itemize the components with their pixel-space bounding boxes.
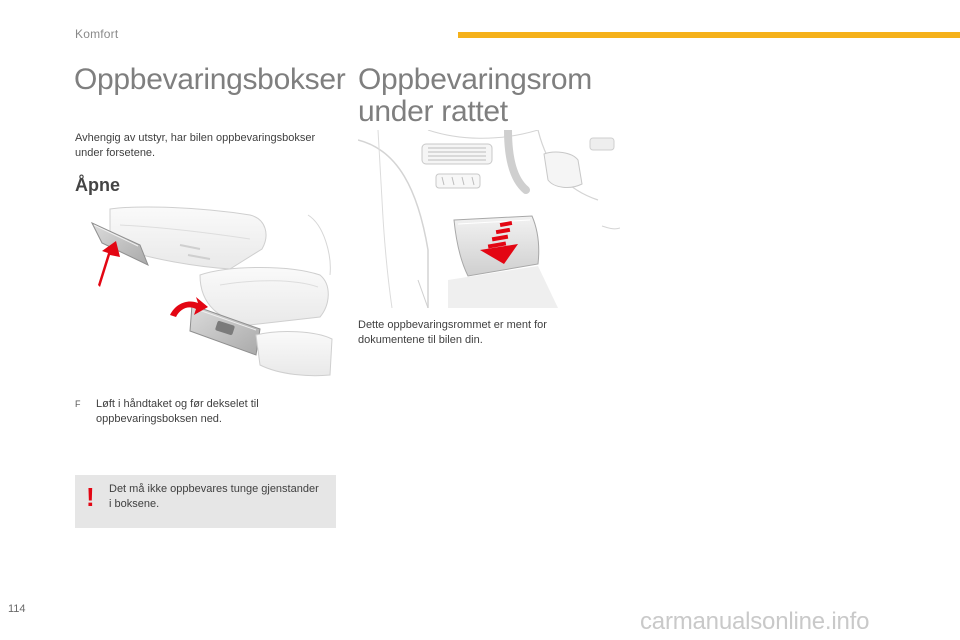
title-line-2: under rattet <box>358 95 508 128</box>
seat-storage-drawer-illustration <box>80 205 336 383</box>
header-accent-bar <box>458 32 960 38</box>
page-title-glovebox <box>358 64 658 128</box>
watermark: carmanualsonline.info <box>640 608 870 635</box>
warning-text: Det må ikke oppbevares tunge gjenstander i boksene. <box>109 483 319 510</box>
instruction-step <box>75 397 335 427</box>
step-text: Løft i håndtaket og før dekselet til oppbevaringsboksen ned. <box>96 398 259 425</box>
warning-box <box>75 475 336 528</box>
step-bullet: F <box>75 399 81 409</box>
exclamation-icon: ! <box>86 482 95 512</box>
glovebox-description: Dette oppbevaringsrommet er ment for dokumentene til bilen din. <box>358 319 547 346</box>
page-title-storage-boxes: Oppbevaringsbokser <box>74 63 346 96</box>
section-label: Komfort <box>75 27 119 41</box>
subheading-open: Åpne <box>75 175 120 195</box>
intro-text: Avhengig av utstyr, har bilen oppbevaringsbokser under forsetene. <box>75 132 316 159</box>
title-line-1: Oppbevaringsrom <box>358 63 592 96</box>
page-number: 114 <box>8 603 26 615</box>
glovebox-under-steering-wheel-illustration <box>358 130 620 308</box>
